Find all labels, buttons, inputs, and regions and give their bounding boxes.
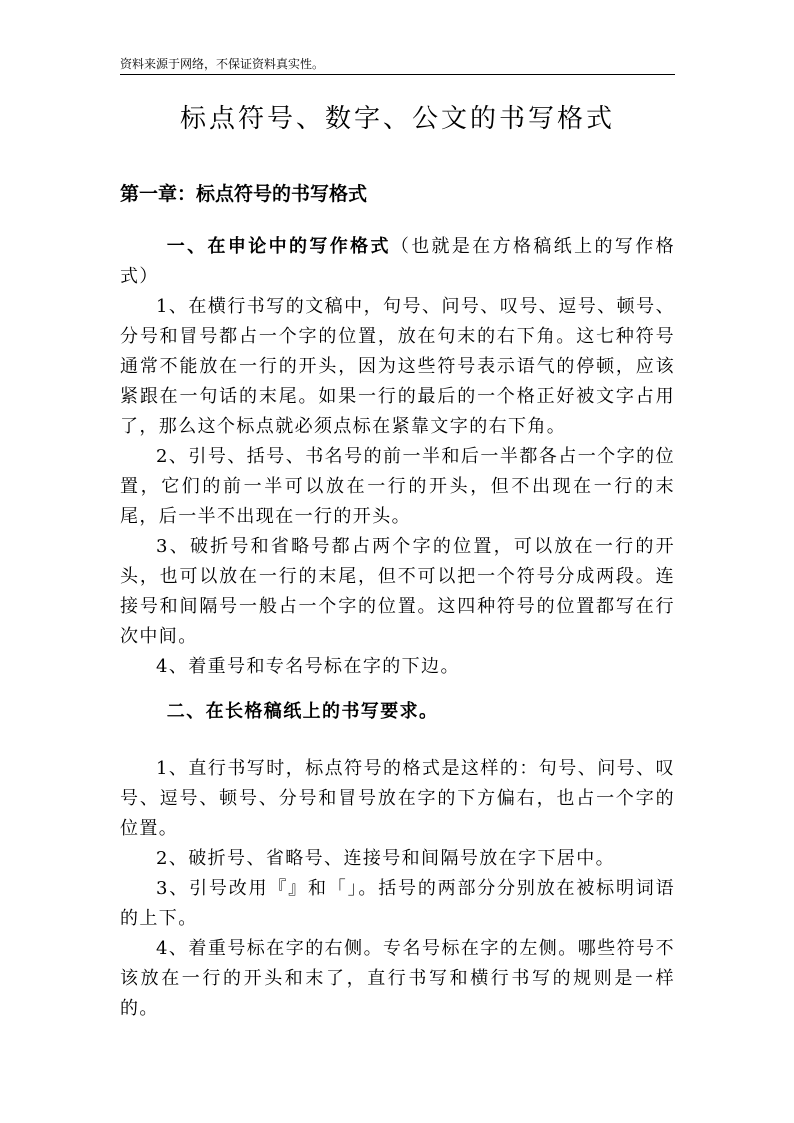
section-2-paragraph: 1、直行书写时，标点符号的格式是这样的：句号、问号、叹号、逗号、顿号、分号和冒号放在字的下方偏右，也占一个字的位置。 <box>120 758 675 839</box>
chapter-title: 第一章：标点符号的书写格式 <box>120 183 368 205</box>
section-2-heading: 二、在长格稿纸上的书写要求。 <box>166 701 439 722</box>
section-1-heading-bold: 一、在申论中的写作格式 <box>166 236 391 257</box>
section-1-paragraph: 3、破折号和省略号都占两个字的位置，可以放在一行的开头，也可以放在一行的末尾，但不可以把一个符号分成两段。连接号和间隔号一般占一个字的位置。这四种符号的位置都写在行次中间。 <box>120 536 675 647</box>
document-title: 标点符号、数字、公文的书写格式 <box>179 104 615 134</box>
section-1-paragraph: 4、着重号和专名号标在字的下边。 <box>156 656 460 677</box>
section-2-paragraph: 4、着重号标在字的右侧。专名号标在字的左侧。哪些符号不该放在一行的开头和末了，直行书写和横行书写的规则是一样的。 <box>120 938 675 1019</box>
section-2-paragraph: 2、破折号、省略号、连接号和间隔号放在字下居中。 <box>156 848 616 869</box>
section-2-paragraph: 3、引号改用『』和「」。括号的两部分分别放在被标明词语的上下。 <box>120 878 675 929</box>
section-1-paragraph: 1、在横行书写的文稿中，句号、问号、叹号、逗号、顿号、分号和冒号都占一个字的位置，放在句末的右下角。这七种符号通常不能放在一行的开头，因为这些符号表示语气的停顿，应该紧跟在一句话的末尾。如果一行的最后的一个格正好被文字占用了，那么这个标点就必须点标在紧靠文字的右下角。 <box>120 296 675 437</box>
section-1-heading-note: （也就是在方格稿纸上的写作格式） <box>120 236 675 287</box>
section-1-paragraph: 2、引号、括号、书名号的前一半和后一半都各占一个字的位置，它们的前一半可以放在一行的开头，但不出现在一行的末尾，后一半不出现在一行的开头。 <box>120 446 675 527</box>
section-1-heading <box>120 232 675 292</box>
document-body <box>120 232 675 1024</box>
page-header <box>120 56 675 75</box>
source-disclaimer: 资料来源于网络，不保证资料真实性。 <box>120 57 325 71</box>
